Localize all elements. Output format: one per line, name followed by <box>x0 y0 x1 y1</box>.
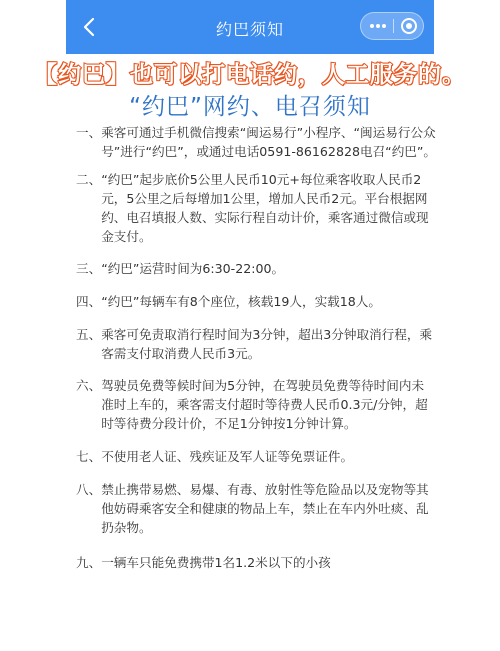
list-item <box>76 447 436 466</box>
rule-number: 九、 <box>76 555 102 570</box>
rule-number: 一、 <box>76 125 102 140</box>
list-item <box>76 170 436 246</box>
target-circle-icon[interactable] <box>401 18 417 34</box>
rule-number: 二、 <box>76 172 102 187</box>
list-item <box>76 376 436 433</box>
rule-text: 一辆车只能免费携带1名1.2米以下的小孩 <box>101 555 331 570</box>
rule-text: 不使用老人证、残疾证及军人证等免票证件。 <box>101 449 354 464</box>
rule-text: 乘客可免责取消行程时间为3分钟，超出3分钟取消行程，乘客需支付取消费人民币3元。 <box>101 327 433 361</box>
rule-number: 八、 <box>76 482 102 497</box>
mini-program-capsule <box>360 12 424 40</box>
rule-text: “约巴”运营时间为6:30-22:00。 <box>101 261 285 276</box>
rule-text: “约巴”每辆车有8个座位，核载19人，实载18人。 <box>101 294 381 309</box>
rules-list <box>76 120 436 572</box>
rule-text: 禁止携带易燃、易爆、有毒、放射性等危险品以及宠物等其他妨碍乘客安全和健康的物品上车，禁止在车内外吐痰、乱扔杂物。 <box>101 482 429 535</box>
list-item <box>76 480 436 537</box>
list-item <box>76 325 436 363</box>
list-item <box>76 259 436 278</box>
app-bar <box>66 0 434 54</box>
rule-number: 四、 <box>76 294 102 309</box>
page-title: 约巴须知 <box>215 20 284 39</box>
capsule-divider <box>393 19 394 33</box>
list-item <box>76 292 436 311</box>
more-dots-icon[interactable] <box>370 20 386 32</box>
rule-number: 三、 <box>76 261 102 276</box>
rule-number: 五、 <box>76 327 102 342</box>
rule-text: 驾驶员免费等候时间为5分钟，在驾驶员免费等待时间内未准时上车的，乘客需支付超时等待费人民币0.3元/分钟，超时等待费分段计价，不足1分钟按1分钟计算。 <box>101 378 428 431</box>
list-item <box>76 120 436 161</box>
promo-banner: 【约巴】也可以打电话约，人工服务的。 <box>34 62 466 88</box>
rule-number: 七、 <box>76 449 102 464</box>
notice-heading: “约巴”网约、电召须知 <box>129 94 371 120</box>
rule-number: 六、 <box>76 378 102 393</box>
rule-text: “约巴”起步底价5公里人民币10元+每位乘客收取人民币2元，5公里之后每增加1公里，增加人民币2元。平台根据网约、电召填报人数、实际行程自动计价，乘客通过微信或现金支付。 <box>101 172 429 244</box>
rule-text: 乘客可通过手机微信搜索“闽运易行”小程序、“闽运易行公众号”进行“约巴”，或通过电话0591-86162828电召“约巴”。 <box>101 125 437 159</box>
list-item <box>76 553 436 572</box>
